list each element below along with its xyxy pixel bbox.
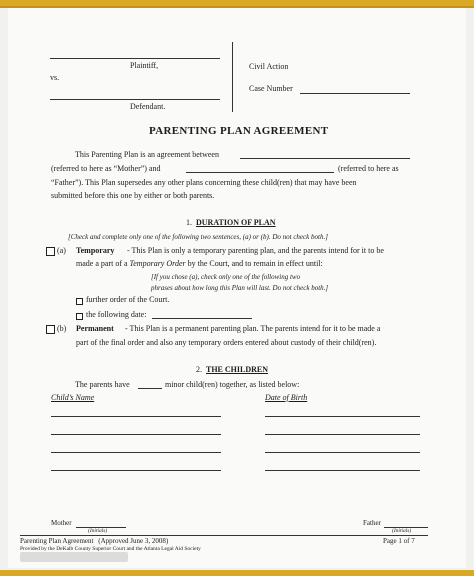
option-a-instruction-2: phrases about how long this Plan will last. Do not check both.] (151, 284, 329, 292)
defendant-line (50, 99, 220, 100)
intro-line-3: “Father”). This Plan supersedes any other plans concerning these child(ren) that may have been (51, 178, 357, 187)
father-initials-label: Father (363, 519, 381, 527)
footer-provided-by: Provided by the DeKalb County Superior Court and the Atlanta Legal Aid Society (20, 546, 201, 552)
plaintiff-line (50, 58, 220, 59)
footer-rule (20, 535, 428, 536)
child-name-line-4[interactable] (51, 470, 221, 471)
children-intro-b: minor child(ren) together, as listed below: (165, 380, 300, 389)
option-further-order-label: further order of the Court. (86, 295, 170, 304)
option-a-text2-post: by the Court, and to remain in effect until: (187, 259, 323, 268)
section-1-number: 1. (186, 218, 192, 227)
option-a-text: - This Plan is only a temporary parenting plan, and the parents intend for it to be (127, 246, 384, 255)
father-initials-caption: (Initials) (392, 528, 412, 534)
option-a-text2-ital: Temporary Order (129, 259, 186, 268)
plaintiff-label: Plaintiff, (130, 61, 159, 70)
dob-line-1[interactable] (265, 416, 420, 417)
case-number-line (300, 93, 410, 94)
caption-divider (232, 42, 233, 112)
option-a-term: Temporary (76, 246, 115, 255)
parent-name-line-1 (240, 158, 410, 159)
option-b-text: - This Plan is a permanent parenting plan. The parents intend for it to be made a (125, 324, 381, 333)
dob-line-3[interactable] (265, 452, 420, 453)
intro-line-2a: (referred to here as “Mother”) and (51, 164, 161, 173)
option-b-checkbox[interactable] (46, 325, 55, 334)
page-title: PARENTING PLAN AGREEMENT (149, 125, 329, 137)
child-name-header: Child’s Name (51, 393, 95, 402)
date-of-birth-header: Date of Birth (265, 393, 308, 402)
intro-line-1: This Parenting Plan is an agreement between (75, 150, 219, 159)
parent-name-line-2 (186, 172, 334, 173)
intro-line-4: submitted before this one by either or both parents. (51, 191, 215, 200)
option-date-label: the following date: (86, 310, 147, 319)
vs-label: vs. (50, 73, 60, 82)
footer-approved: (Approved June 3, 2008) (98, 537, 169, 545)
option-date-checkbox[interactable] (76, 313, 83, 320)
option-b-text-2: part of the final order and also any temporary orders entered about custody of their child(ren). (76, 338, 377, 347)
top-border (0, 0, 474, 6)
child-name-line-2[interactable] (51, 434, 221, 435)
children-intro-a: The parents have (75, 380, 130, 389)
option-b-term: Permanent (76, 324, 114, 333)
footer-page-number: Page 1 of 7 (383, 537, 415, 545)
dob-line-2[interactable] (265, 434, 420, 435)
children-count-line[interactable] (138, 388, 162, 389)
defendant-label: Defendant. (130, 102, 166, 111)
option-a-text2-pre: made a part of a (76, 259, 128, 268)
bottom-border (0, 570, 474, 576)
dob-line-4[interactable] (265, 470, 420, 471)
child-name-line-1[interactable] (51, 416, 221, 417)
section-2-heading: THE CHILDREN (206, 365, 269, 374)
option-a-instruction-1: [If you chose (a), check only one of the following two (151, 273, 301, 281)
intro-line-2b: (referred to here as (338, 164, 399, 173)
section-1-heading: DURATION OF PLAN (196, 218, 276, 227)
option-a-label: (a) (57, 246, 66, 255)
option-a-checkbox[interactable] (46, 247, 55, 256)
section-1-instruction: [Check and complete only one of the following two sentences, (a) or (b). Do not check both.] (68, 233, 328, 241)
option-b-label: (b) (57, 324, 67, 333)
section-2-number: 2. (196, 365, 202, 374)
option-further-order-checkbox[interactable] (76, 298, 83, 305)
case-number-label: Case Number (249, 84, 293, 93)
child-name-line-3[interactable] (51, 452, 221, 453)
mother-initials-label: Mother (51, 519, 72, 527)
footer-doc-title: Parenting Plan Agreement (20, 537, 94, 545)
watermark-badge (20, 552, 128, 562)
date-line[interactable] (152, 318, 252, 319)
mother-initials-caption: (Initials) (88, 528, 108, 534)
civil-action-label: Civil Action (249, 62, 289, 71)
